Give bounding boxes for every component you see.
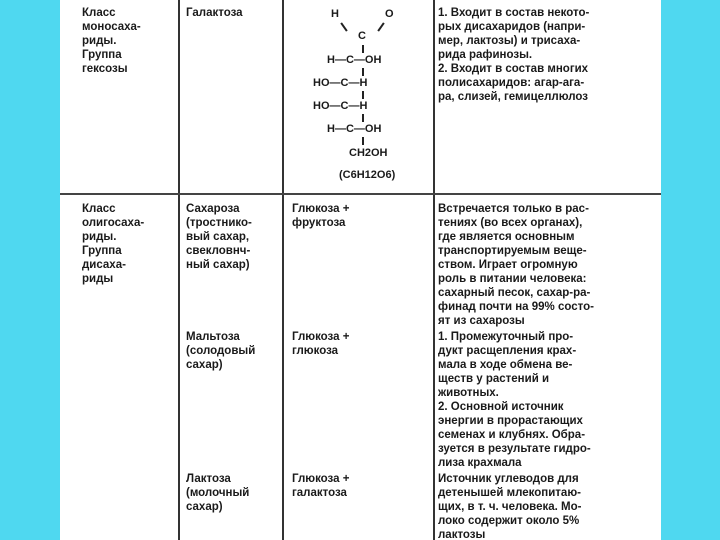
description-maltose: 1. Промежуточный про- дукт расщепления крах- мала в ходе обмена ве- ществ у растений и животных. 2. Основной источник энергии в прорастающих семенах и клубнях. Обра- зуется в результате гидро- лиза крахмала bbox=[438, 331, 591, 469]
description-sucrose: Встречается только в рас- тениях (во всех органах), где является основным транспортируемым веще- ством. Играет огромную роль в питании человека: сахарный песок, сахар-ра- финад почти на 99% состо- ят из сахарозы bbox=[438, 203, 594, 327]
row-divider-1 bbox=[60, 193, 661, 195]
formula-bond-c-o bbox=[377, 22, 384, 31]
class-label-oligosaccharides: Класс олигосаха- риды. Группа дисаха- риды bbox=[82, 203, 145, 285]
formula-atom-c1: C bbox=[358, 30, 366, 42]
sugar-name-lactose: Лактоза (молочный сахар) bbox=[186, 473, 250, 513]
formula-ch2oh: CH2OH bbox=[349, 147, 388, 159]
description-galactose: 1. Входит в состав некото- рых дисахаридов (напри- мер, лактозы) и трисаха- рида рафинозы. 2. Входит в состав многих полисахаридов: агар-ага- ра, слизей, гемицеллюлоз bbox=[438, 7, 590, 103]
column-divider-2 bbox=[282, 0, 284, 540]
column-divider-3 bbox=[433, 0, 435, 540]
document-page bbox=[60, 0, 661, 540]
formula-bond-v1 bbox=[362, 45, 364, 53]
sugar-name-galactose: Галактоза bbox=[186, 7, 243, 19]
composition-lactose: Глюкоза + галактоза bbox=[292, 473, 350, 499]
formula-molecular: (C6H12O6) bbox=[339, 169, 396, 181]
sugar-name-maltose: Мальтоза (солодовый сахар) bbox=[186, 331, 256, 371]
composition-maltose: Глюкоза + глюкоза bbox=[292, 331, 350, 357]
class-label-monosaccharides: Класс моносаха- риды. Группа гексозы bbox=[82, 7, 141, 75]
formula-row-c4: HO—C—H bbox=[313, 100, 368, 112]
sugar-name-sucrose: Сахароза (тростнико- вый сахар, свекловнч- ный сахар) bbox=[186, 203, 252, 271]
description-lactose: Источник углеводов для детенышей млекопитаю- щих, в т. ч. человека. Мо- локо содержит около 5% лактозы bbox=[438, 473, 582, 540]
formula-atom-o-top: O bbox=[385, 8, 394, 20]
composition-sucrose: Глюкоза + фруктоза bbox=[292, 203, 350, 229]
formula-bond-v2 bbox=[362, 68, 364, 76]
formula-bond-v3 bbox=[362, 91, 364, 99]
formula-atom-h-top: H bbox=[331, 8, 339, 20]
column-divider-1 bbox=[178, 0, 180, 540]
formula-bond-v5 bbox=[362, 137, 364, 145]
formula-row-c5: H—C—OH bbox=[327, 123, 382, 135]
formula-row-c2: H—C—OH bbox=[327, 54, 382, 66]
formula-bond-v4 bbox=[362, 114, 364, 122]
formula-row-c3: HO—C—H bbox=[313, 77, 368, 89]
formula-bond-h-c bbox=[340, 22, 347, 31]
